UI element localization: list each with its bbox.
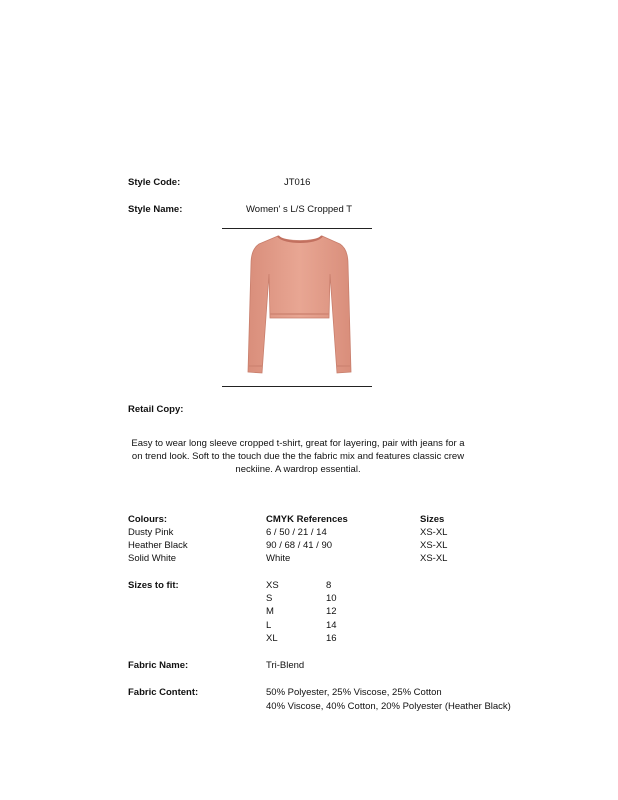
- fit-size: XL: [266, 633, 278, 644]
- style-name-label: Style Name:: [128, 204, 183, 215]
- fabric-content-line: 50% Polyester, 25% Viscose, 25% Cotton: [266, 687, 442, 698]
- fit-value: 14: [326, 620, 337, 631]
- fit-value: 10: [326, 593, 337, 604]
- colours-label: Colours:: [128, 514, 168, 525]
- retail-copy-text: Easy to wear long sleeve cropped t-shirt, great for layering, pair with jeans for a on trend look. Soft to the touch due the the fabric mix and features classic crew neckiine. A wardrop essential.: [131, 438, 465, 475]
- style-code-label: Style Code:: [128, 177, 181, 188]
- colour-name: Dusty Pink: [128, 527, 174, 538]
- fabric-content-line: 40% Viscose, 40% Cotton, 20% Polyester (Heather Black): [266, 701, 511, 712]
- image-bottom-rule: [222, 386, 372, 387]
- retail-copy-label: Retail Copy:: [128, 404, 184, 415]
- colour-sizes: XS-XL: [420, 540, 448, 551]
- image-top-rule: [222, 228, 372, 229]
- fit-size: L: [266, 620, 272, 631]
- colour-cmyk: 6 / 50 / 21 / 14: [266, 527, 327, 538]
- fit-size: M: [266, 606, 274, 617]
- colour-cmyk: White: [266, 553, 291, 564]
- fit-value: 12: [326, 606, 337, 617]
- fabric-name-value: Tri-Blend: [266, 660, 305, 671]
- fabric-content-label: Fabric Content:: [128, 687, 199, 698]
- colour-cmyk: 90 / 68 / 41 / 90: [266, 540, 333, 551]
- style-code-value: JT016: [284, 177, 311, 188]
- fit-size: XS: [266, 580, 279, 591]
- colour-sizes: XS-XL: [420, 553, 448, 564]
- fit-value: 16: [326, 633, 337, 644]
- colour-sizes: XS-XL: [420, 527, 448, 538]
- cmyk-header: CMYK References: [266, 514, 348, 525]
- cropped-tshirt-icon: [240, 232, 360, 378]
- fit-size: S: [266, 593, 273, 604]
- colour-name: Heather Black: [128, 540, 188, 551]
- fabric-name-label: Fabric Name:: [128, 660, 189, 671]
- style-name-value: Women' s L/S Cropped T: [246, 204, 353, 215]
- sizes-to-fit-label: Sizes to fit:: [128, 580, 179, 591]
- colour-name: Solid White: [128, 553, 177, 564]
- fit-value: 8: [326, 580, 332, 591]
- sizes-header: Sizes: [420, 514, 445, 525]
